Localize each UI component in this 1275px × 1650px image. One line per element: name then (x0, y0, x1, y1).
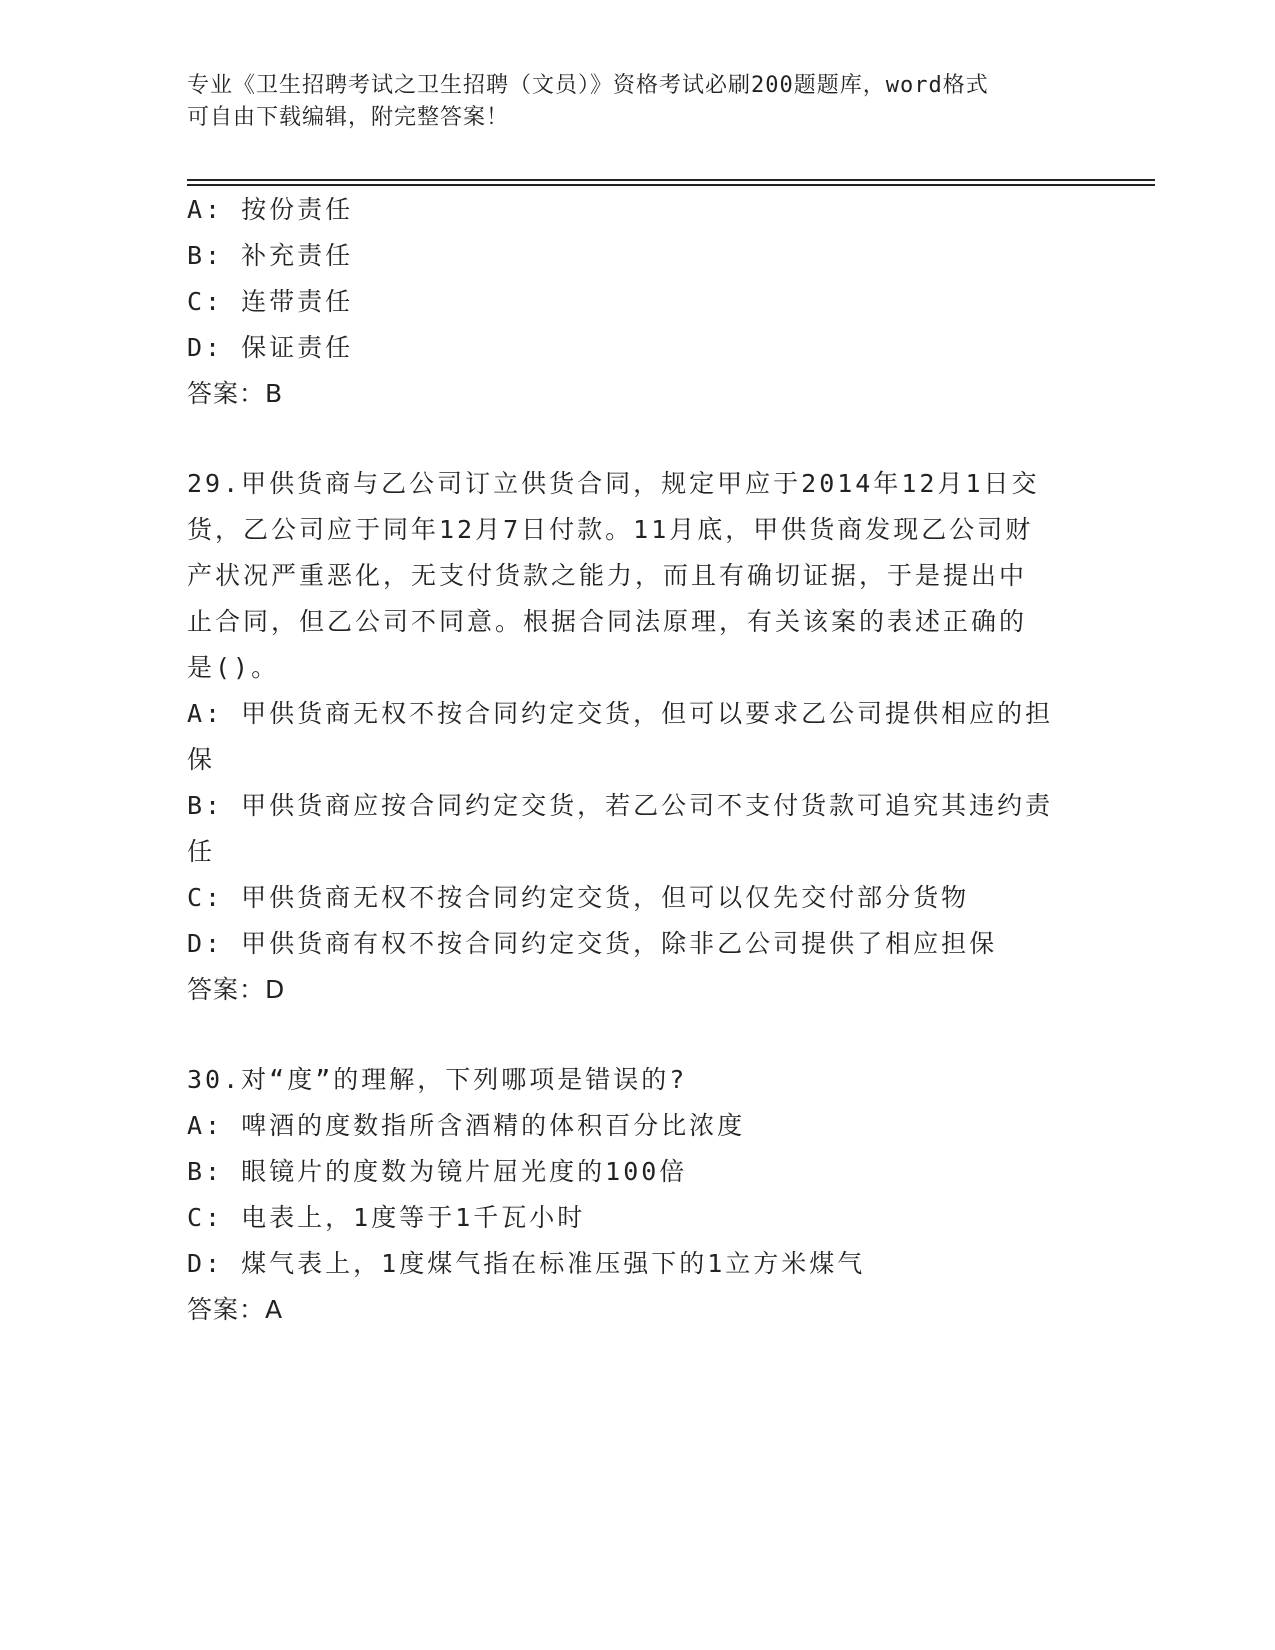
question-stem-line: 29.甲供货商与乙公司订立供货合同，规定甲应于2014年12月1日交 (187, 469, 1040, 498)
option-b: B: 甲供货商应按合同约定交货，若乙公司不支付货款可追究其违约责 (187, 791, 1054, 820)
question-stem-line: 是()。 (187, 653, 280, 682)
document-header (187, 70, 1067, 134)
option-c: C: 甲供货商无权不按合同约定交货，但可以仅先交付部分货物 (187, 883, 970, 912)
question-list (187, 187, 1087, 1333)
question-28 (187, 187, 1087, 417)
question-29 (187, 461, 1087, 1013)
answer: 答案：B (187, 379, 284, 408)
spacer (187, 1013, 1087, 1057)
answer: 答案：D (187, 975, 286, 1004)
option-b: B: 补充责任 (187, 241, 354, 270)
option-a-continued: 保 (187, 745, 216, 774)
question-stem-line: 30.对“度”的理解，下列哪项是错误的? (187, 1065, 688, 1094)
option-c: C: 电表上，1度等于1千瓦小时 (187, 1203, 586, 1232)
header-divider-top (187, 179, 1155, 181)
option-b: B: 眼镜片的度数为镜片屈光度的100倍 (187, 1157, 688, 1186)
option-b-continued: 任 (187, 837, 216, 866)
header-line-2: 可自由下载编辑，附完整答案！ (187, 105, 510, 130)
option-c: C: 连带责任 (187, 287, 354, 316)
option-a: A: 甲供货商无权不按合同约定交货，但可以要求乙公司提供相应的担 (187, 699, 1054, 728)
question-stem-line: 止合同，但乙公司不同意。根据合同法原理，有关该案的表述正确的 (187, 607, 1028, 636)
spacer (187, 417, 1087, 461)
option-d: D: 煤气表上，1度煤气指在标准压强下的1立方米煤气 (187, 1249, 866, 1278)
header-line-1: 专业《卫生招聘考试之卫生招聘（文员）》资格考试必刷200题题库，word格式 (187, 73, 989, 98)
question-30 (187, 1057, 1087, 1333)
question-stem-line: 货，乙公司应于同年12月7日付款。11月底，甲供货商发现乙公司财 (187, 515, 1034, 544)
option-d: D: 甲供货商有权不按合同约定交货，除非乙公司提供了相应担保 (187, 929, 998, 958)
question-stem-line: 产状况严重恶化，无支付货款之能力，而且有确切证据，于是提出中 (187, 561, 1028, 590)
option-d: D: 保证责任 (187, 333, 354, 362)
option-a: A: 按份责任 (187, 195, 354, 224)
option-a: A: 啤酒的度数指所含酒精的体积百分比浓度 (187, 1111, 746, 1140)
header-divider-bottom (187, 184, 1155, 186)
answer: 答案：A (187, 1295, 284, 1324)
